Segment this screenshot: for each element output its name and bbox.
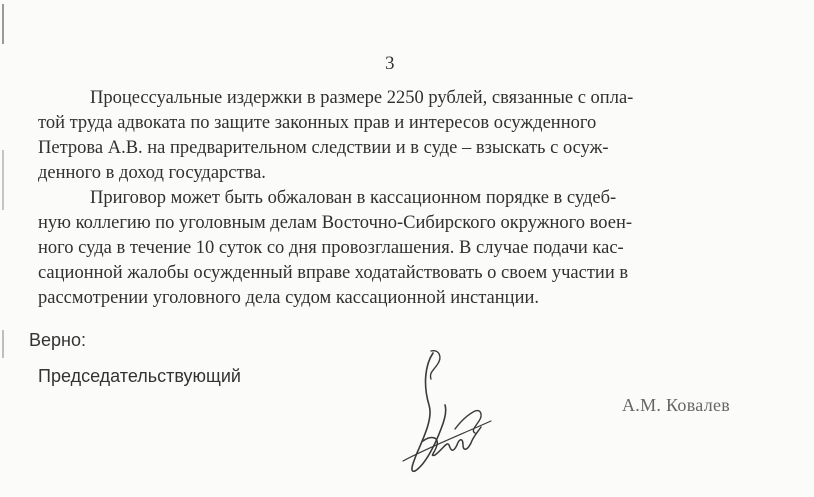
scan-edge-mark [2,4,4,44]
page-number: 3 [385,53,395,74]
paragraph-line: сационной жалобы осужденный вправе ходатайствовать о своем участии в [38,263,629,283]
paragraph-line: Петрова А.В. на предварительном следствии и в суде – взыскать с осуж- [38,138,609,158]
paragraph-line: Приговор может быть обжалован в кассационном порядке в судеб- [90,188,617,208]
paragraph-line: денного в доход государства. [38,163,266,183]
paragraph-line: Процессуальные издержки в размере 2250 рублей, связанные с опла- [90,88,634,108]
paragraph-line: ного суда в течение 10 суток со дня провозглашения. В случае подачи кас- [38,238,624,258]
paragraph-line: ную коллегию по уголовным делам Восточно-Сибирского окружного воен- [38,213,633,233]
handwritten-signature [395,345,505,480]
paragraph-line: рассмотрении уголовного дела судом кассационной инстанции. [38,288,539,308]
paragraph-line: той труда адвоката по защите законных прав и интересов осужденного [38,113,597,133]
scan-edge-mark [2,150,4,210]
role-label: Председательствующий [38,366,241,386]
scan-edge-mark [2,330,4,358]
signer-name: А.М. Ковалев [622,395,731,415]
certification-label: Верно: [29,330,86,350]
